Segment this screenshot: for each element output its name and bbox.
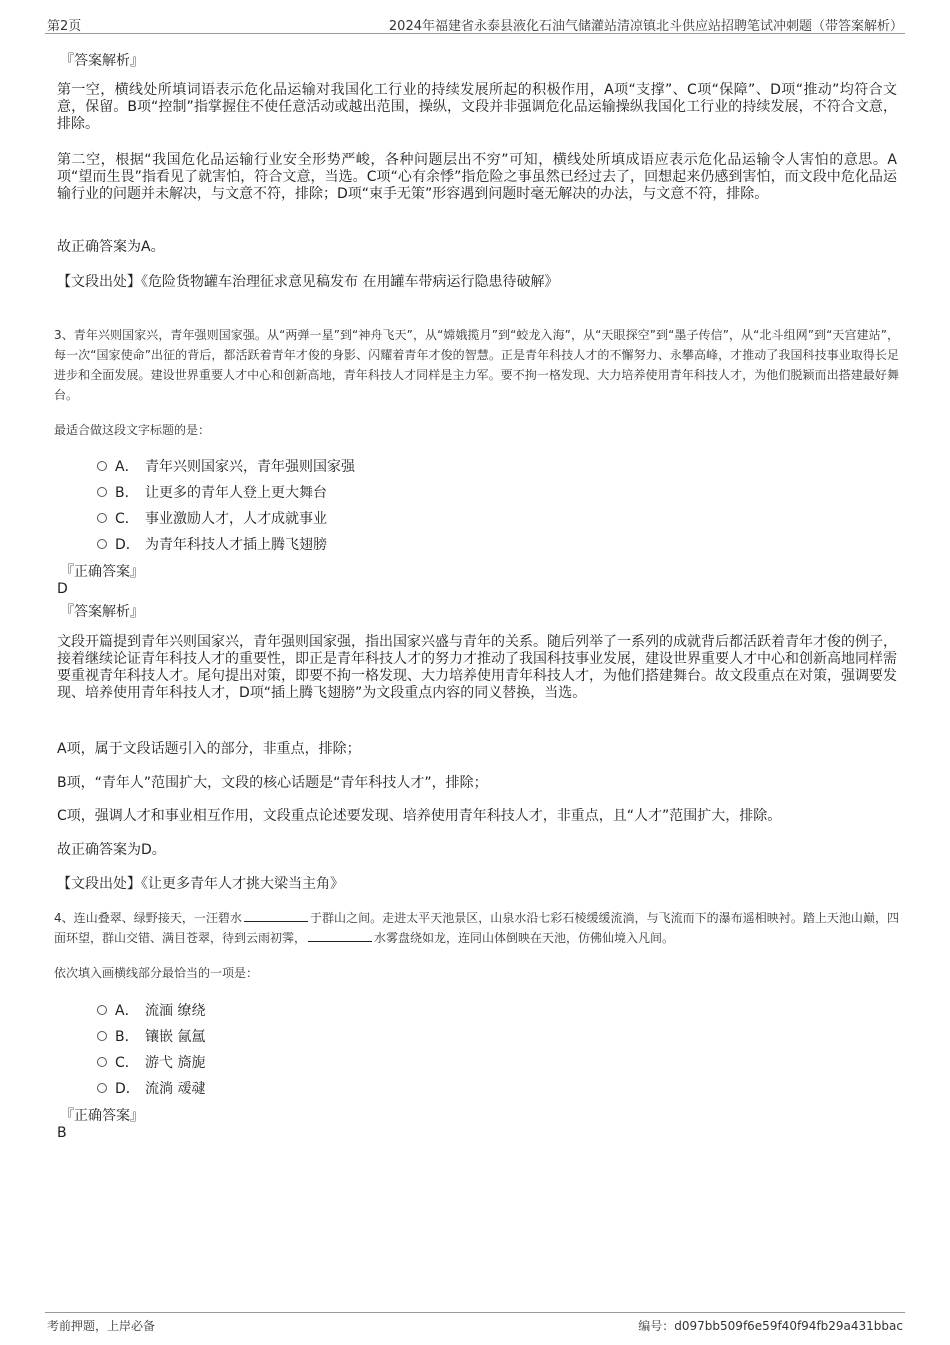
q4-prompt: 依次填入画横线部分最恰当的一项是：: [54, 966, 259, 980]
q3-question-text: 3、青年兴则国家兴，青年强则国家强。从“两弹一星”到“神舟飞天”，从“嫦娥揽月”到“蛟龙入海”，从“天眼探空”到“墨子传信”，从“北斗组网”到“天宫建站”，每一次“国家使命”出征的背后，都活跃着青年才俊的身影、闪耀着青年才俊的智慧。正是青年科技人才的不懈努力、永攀高峰，才推动了我国科技事业取得长足进步和全面发展。建设世界重要人才中心和创新高地，青年科技人才同样是主力军。要不拘一格发现、大力培养使用青年科技人才，为他们脱颖而出搭建最好舞台。: [54, 328, 899, 402]
option-letter: B．: [115, 485, 139, 501]
q3-correct-label: 『正确答案』: [60, 564, 144, 580]
q3-analysis-option-a: A项，属于文段话题引入的部分，非重点，排除；: [57, 741, 361, 757]
q4-text-part-2: 于群山之间。走进太平天池景区，山泉水沿七彩石棱缓缓流淌，与飞流而下的瀑布遥相映衬。踏上天池山巅，四面环望，群山交错、满目苍翠，待到云雨初霁，: [54, 911, 899, 945]
q4-text-part-3: 水雾盘绕如龙，连同山体倒映在天池，仿佛仙境入凡间。: [374, 931, 675, 945]
radio-icon[interactable]: [97, 461, 107, 471]
q3-option-d[interactable]: [97, 534, 327, 554]
option-letter: A．: [115, 1003, 139, 1019]
q3-option-b[interactable]: [97, 482, 327, 502]
q3-analysis-paragraph: 文段开篇提到青年兴则国家兴，青年强则国家强，指出国家兴盛与青年的关系。随后列举了一系列的成就背后都活跃着青年才俊的例子，接着继续论证青年科技人才的重要性，即正是青年科技人才的努力才推动了我国科技事业发展，建设世界重要人才中心和创新高地同样需要重视青年科技人才。尾句提出对策，即要不拘一格发现、大力培养使用青年科技人才，为他们搭建舞台。故文段重点在对策，强调要发现、培养使用青年科技人才，D项“插上腾飞翅膀”为文段重点内容的同义替换，当选。: [57, 634, 897, 701]
q3-analysis-label: 『答案解析』: [60, 604, 144, 620]
q4-option-d[interactable]: [97, 1078, 205, 1098]
page-number: 第2页: [47, 19, 82, 34]
q3-analysis-option-b: B项，“青年人”范围扩大，文段的核心话题是“青年科技人才”，排除；: [57, 775, 488, 791]
blank-line: [308, 929, 372, 942]
option-text: 流淌 叆叇: [145, 1081, 206, 1097]
q3-source: 【文段出处】《让更多青年人才挑大梁当主角》: [57, 876, 344, 892]
q3-analysis-option-c: C项，强调人才和事业相互作用，文段重点论述要发现、培养使用青年科技人才，非重点，且“人才”范围扩大，排除。: [57, 808, 782, 824]
option-text: 镶嵌 氤氲: [145, 1029, 206, 1045]
q2-analysis-label: 『答案解析』: [60, 53, 144, 69]
q2-source: 【文段出处】《危险货物罐车治理征求意见稿发布 在用罐车带病运行隐患待破解》: [57, 274, 559, 290]
q3-option-c[interactable]: [97, 508, 327, 528]
q4-question-text: [54, 908, 899, 948]
document-title: 2024年福建省永泰县液化石油气储灌站清凉镇北斗供应站招聘笔试冲刺题（带答案解析）: [388, 19, 903, 34]
option-letter: B．: [115, 1029, 139, 1045]
q3-correct-value: D: [57, 581, 68, 597]
q4-correct-label: 『正确答案』: [60, 1108, 144, 1124]
blank-line: [244, 909, 308, 922]
radio-icon[interactable]: [97, 1031, 107, 1041]
q4-option-c[interactable]: [97, 1052, 205, 1072]
q2-conclusion: 故正确答案为A。: [57, 239, 165, 255]
radio-icon[interactable]: [97, 1057, 107, 1067]
q2-analysis-paragraph-1: 第一空，横线处所填词语表示危化品运输对我国化工行业的持续发展所起的积极作用，A项“支撑”、C项“保障”、D项“推动”均符合文意，保留。B项“控制”指掌握住不使任意活动或越出范围，操纵，文段并非强调危化品运输操纵我国化工行业的持续发展，不符合文意，排除。: [57, 82, 897, 132]
radio-icon[interactable]: [97, 487, 107, 497]
footer-slogan: 考前押题，上岸必备: [47, 1319, 156, 1333]
option-letter: C．: [115, 1055, 139, 1071]
footer-document-id: 编号：d097bb509f6e59f40f94fb29a431bbac: [638, 1319, 903, 1333]
q4-option-b[interactable]: [97, 1026, 205, 1046]
option-text: 为青年科技人才插上腾飞翅膀: [145, 537, 327, 553]
q2-analysis-paragraph-2: 第二空，根据“我国危化品运输行业安全形势严峻，各种问题层出不穷”可知，横线处所填成语应表示危化品运输令人害怕的意思。A项“望而生畏”指看见了就害怕，符合文意，当选。C项“心有余悸”指危险之事虽然已经过去了，回想起来仍感到害怕，而文段中危化品运输行业的问题并未解决，与文意不符，排除；D项“束手无策”形容遇到问题时毫无解决的办法，与文意不符，排除。: [57, 152, 897, 202]
option-text: 让更多的青年人登上更大舞台: [145, 485, 327, 501]
option-text: 事业激励人才，人才成就事业: [145, 511, 327, 527]
page-footer: [45, 1312, 905, 1333]
q3-prompt: 最适合做这段文字标题的是：: [54, 423, 211, 437]
radio-icon[interactable]: [97, 1083, 107, 1093]
option-letter: A．: [115, 459, 139, 475]
option-text: 青年兴则国家兴，青年强则国家强: [145, 459, 355, 475]
option-text: 流湎 缭绕: [145, 1003, 206, 1019]
page-header: [45, 15, 905, 34]
radio-icon[interactable]: [97, 1005, 107, 1015]
option-letter: D．: [115, 1081, 140, 1097]
q4-option-a[interactable]: [97, 1000, 205, 1020]
q3-option-a[interactable]: [97, 456, 355, 476]
q3-conclusion: 故正确答案为D。: [57, 842, 166, 858]
option-letter: D．: [115, 537, 140, 553]
q4-correct-value: B: [57, 1125, 67, 1141]
q4-text-part-1: 4、连山叠翠、绿野接天，一汪碧水: [54, 911, 242, 925]
option-letter: C．: [115, 511, 139, 527]
option-text: 游弋 旖旎: [145, 1055, 206, 1071]
radio-icon[interactable]: [97, 513, 107, 523]
radio-icon[interactable]: [97, 539, 107, 549]
